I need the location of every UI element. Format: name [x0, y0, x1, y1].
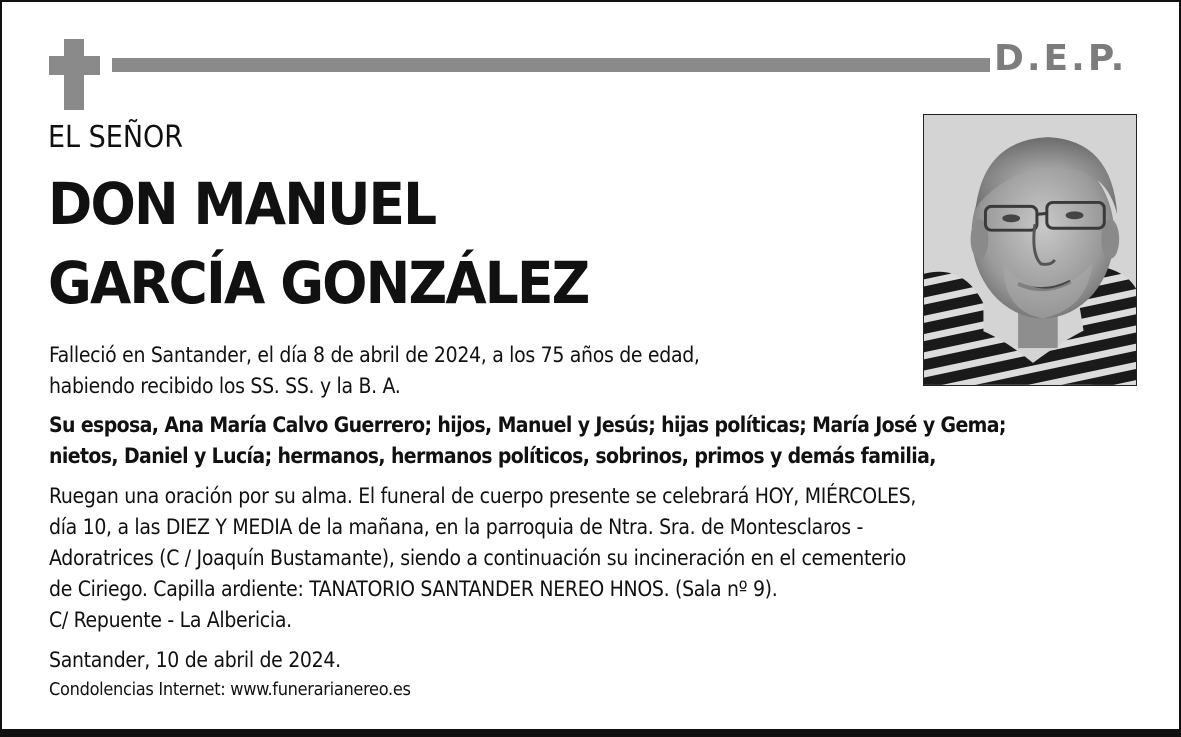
bottom-rule [2, 729, 1179, 737]
deceased-name-line-2: GARCÍA GONZÁLEZ [48, 249, 589, 317]
service-info-line: Ruegan una oración por su alma. El funeral de cuerpo presente se celebrará HOY, MIÉRCOLES, [49, 484, 917, 508]
place-date: Santander, 10 de abril de 2024. [49, 648, 341, 672]
service-info-line: día 10, a las DIEZ Y MEDIA de la mañana, en la parroquia de Ntra. Sra. de Montesclaros - [49, 515, 863, 539]
condolences-web: Condolencias Internet: www.funerarianereo.es [49, 679, 411, 700]
header-rule [112, 58, 990, 72]
service-info-line: C/ Repuente - La Albericia. [49, 608, 292, 632]
death-info-line: habiendo recibido los SS. SS. y la B. A. [49, 374, 401, 398]
service-info-line: Adoratrices (C / Joaquín Bustamante), siendo a continuación su incineración en el cementerio [49, 546, 907, 570]
family-line: nietos, Daniel y Lucía; hermanos, hermanos políticos, sobrinos, primos y demás familia, [49, 444, 936, 468]
service-info-line: de Ciriego. Capilla ardiente: TANATORIO SANTANDER NEREO HNOS. (Sala nº 9). [49, 577, 778, 601]
deceased-name-line-1: DON MANUEL [48, 170, 436, 238]
family-line: Su esposa, Ana María Calvo Guerrero; hijos, Manuel y Jesús; hijas políticas; María José y Gema; [49, 413, 1006, 437]
portrait-photo [923, 114, 1137, 386]
death-info-line: Falleció en Santander, el día 8 de abril de 2024, a los 75 años de edad, [49, 343, 700, 367]
dep-mark: D.E.P. [994, 38, 1128, 79]
honorific-title: EL SEÑOR [48, 120, 184, 155]
